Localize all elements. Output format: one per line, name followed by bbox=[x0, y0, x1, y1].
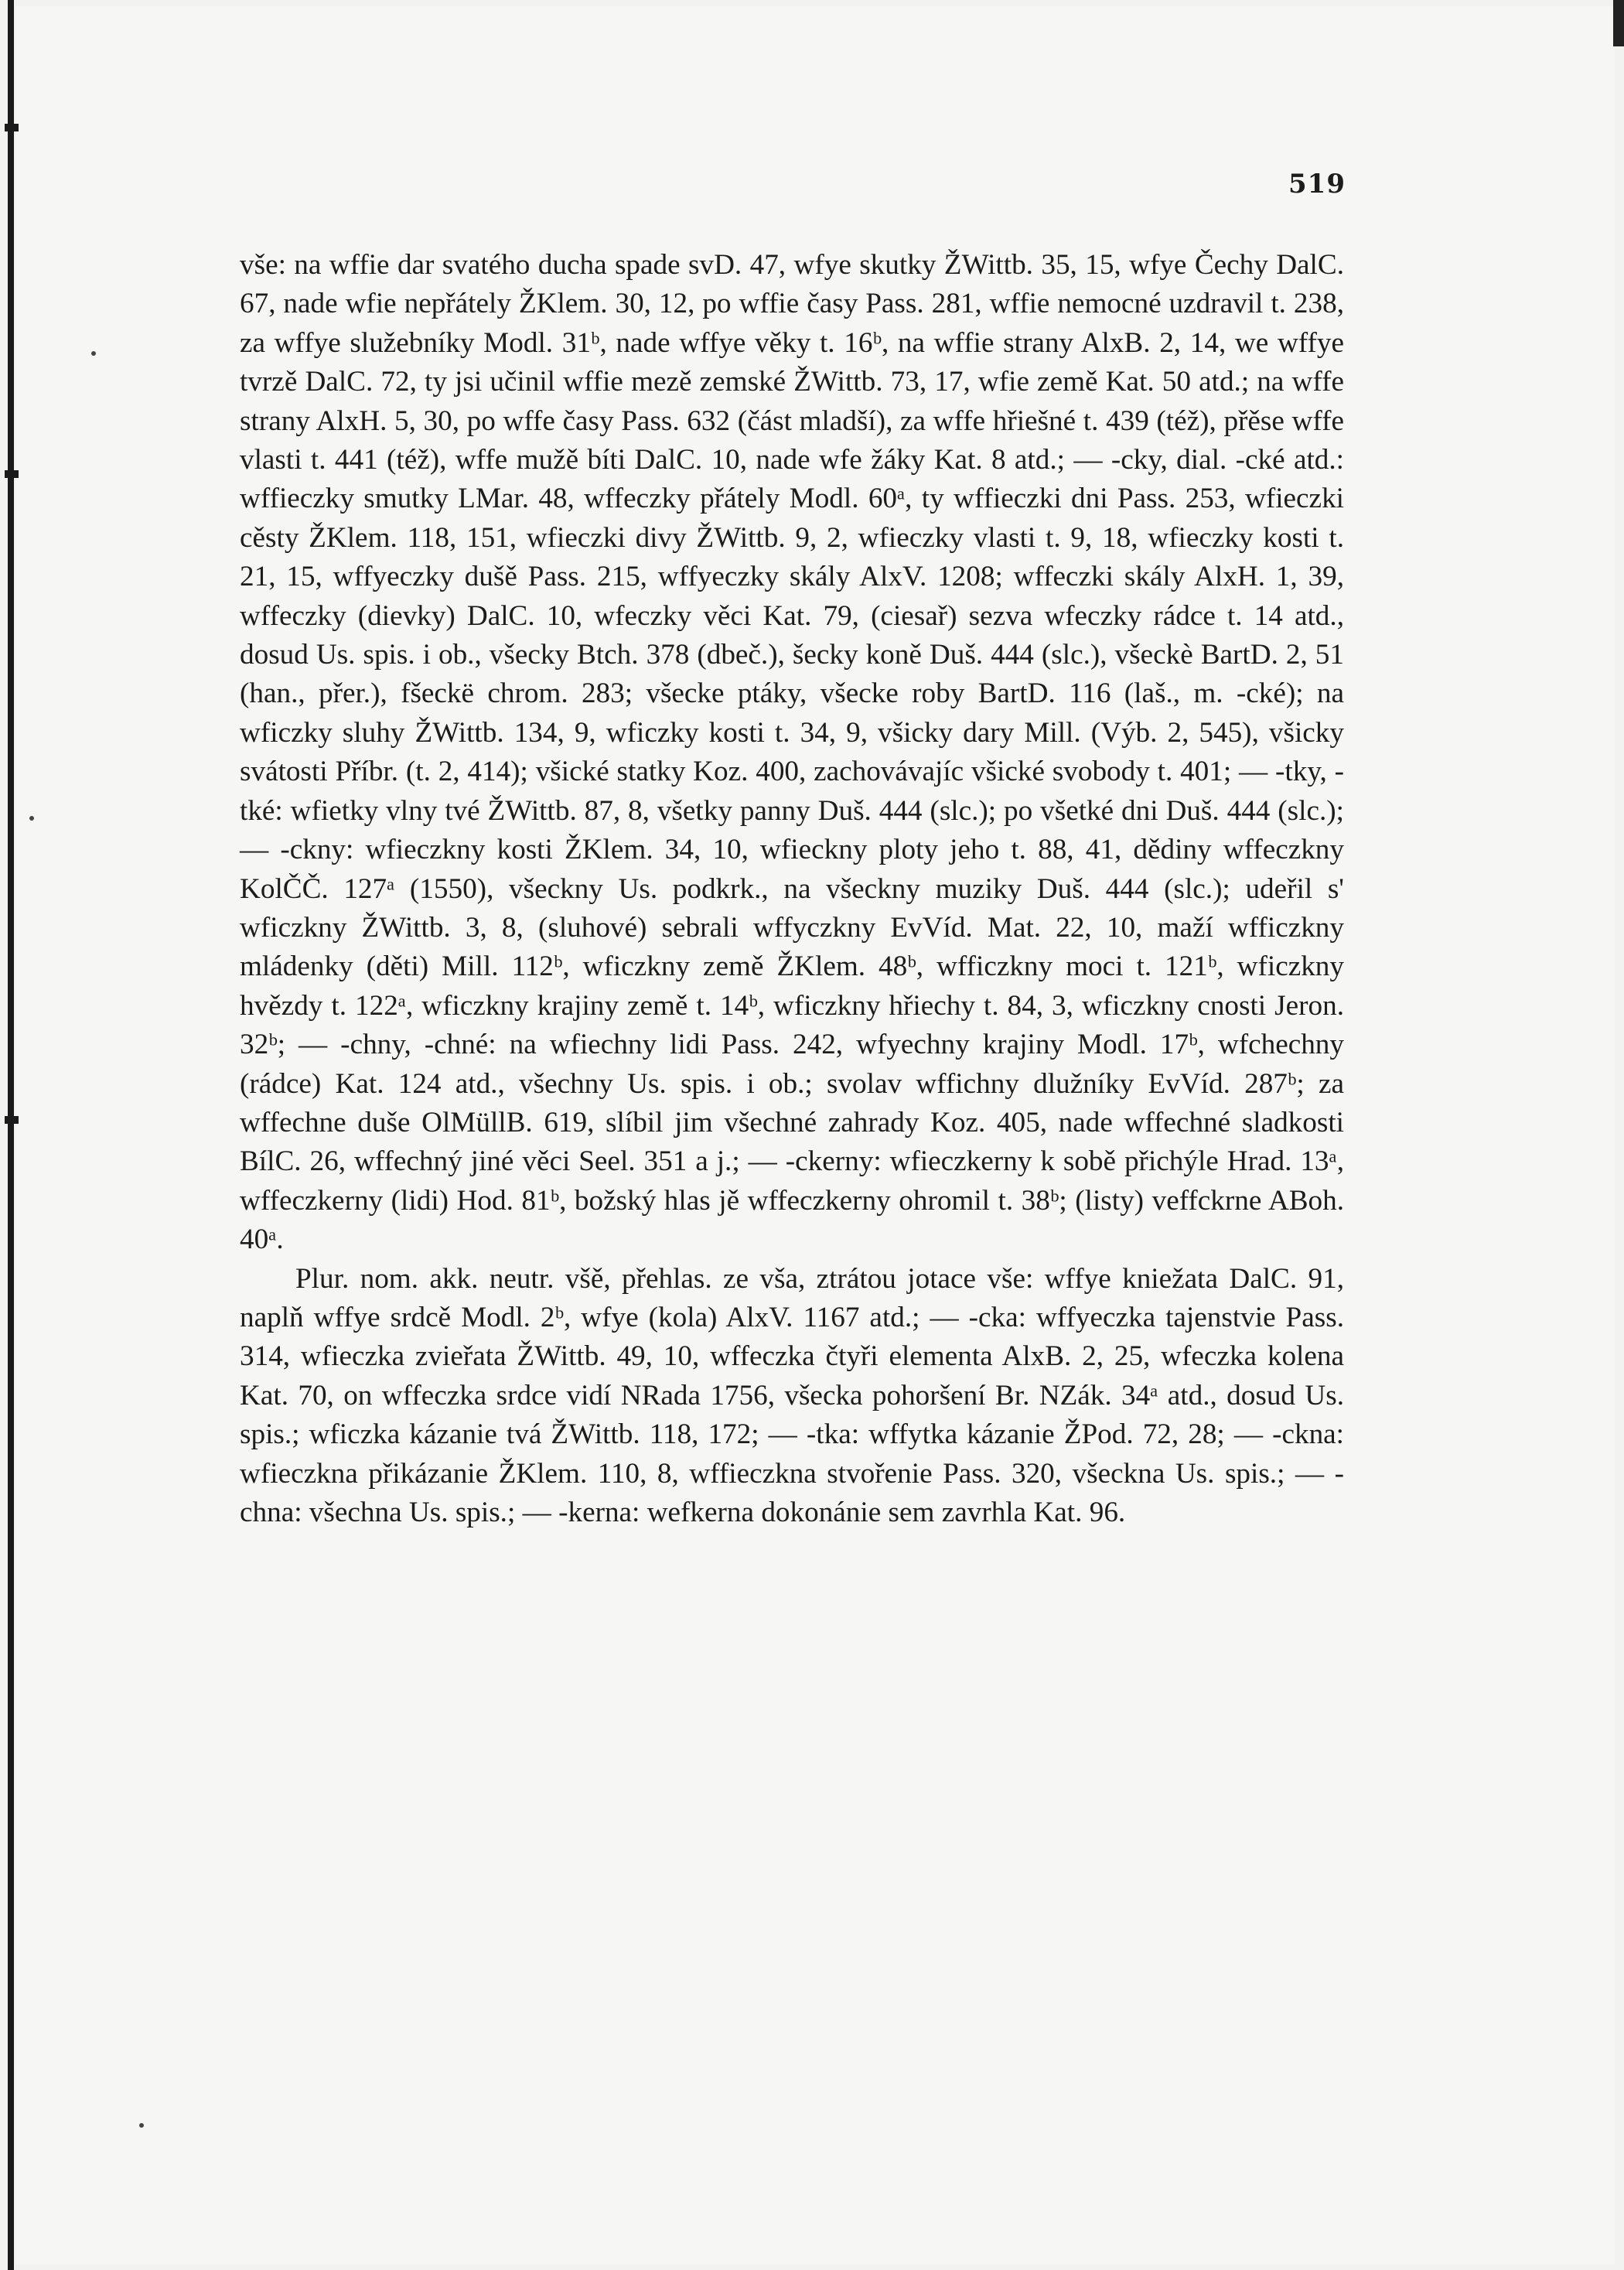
dictionary-entry-text bbox=[240, 246, 1344, 1532]
paragraph-singular-forms: vše: na wffie dar svatého ducha spade svD. 47, wfye skutky ŽWittb. 35, 15, wfye Čechy DalC. 67, nade wfie nepřátely ŽKlem. 30, 12, po wffie časy Pass. 281, wffie nemocné uzdravil t. 238, za wffye služebníky Modl. 31ᵇ, nade wffye věky t. 16ᵇ, na wffie strany AlxB. 2, 14, we wffye tvrzě DalC. 72, ty jsi učinil wffie mezě zemské ŽWittb. 73, 17, wfie země Kat. 50 atd.; na wffe strany AlxH. 5, 30, po wffe časy Pass. 632 (část mladší), za wffe hřiešné t. 439 (též), přěse wffe vlasti t. 441 (též), wffe mužě bíti DalC. 10, nade wfe žáky Kat. 8 atd.; — -cky, dial. -cké atd.: wffieczky smutky LMar. 48, wffeczky přátely Modl. 60ᵃ, ty wffieczki dni Pass. 253, wfieczki cěsty ŽKlem. 118, 151, wfieczki divy ŽWittb. 9, 2, wfieczky vlasti t. 9, 18, wfieczky kosti t. 21, 15, wffyeczky dušě Pass. 215, wffyeczky skály AlxV. 1208; wffeczki skály AlxH. 1, 39, wffeczky (dievky) DalC. 10, wfeczky věci Kat. 79, (ciesař) sezva wfeczky rádce t. 14 atd., dosud Us. spis. i ob., všecky Btch. 378 (dbeč.), šecky koně Duš. 444 (slc.), všeckè BartD. 2, 51 (han., přer.), fšeckë chrom. 283; všecke ptáky, všecke roby BartD. 116 (laš., m. -cké); na wficzky sluhy ŽWittb. 134, 9, wficzky kosti t. 34, 9, všicky dary Mill. (Výb. 2, 545), všicky svátosti Příbr. (t. 2, 414); všické statky Koz. 400, zachovávajíc všické svobody t. 401; — -tky, -tké: wfietky vlny tvé ŽWittb. 87, 8, všetky panny Duš. 444 (slc.); po všetké dni Duš. 444 (slc.); — -ckny: wfieczkny kosti ŽKlem. 34, 10, wfieckny ploty jeho t. 88, 41, dědiny wffeczkny KolČČ. 127ᵃ (1550), všeckny Us. podkrk., na všeckny muziky Duš. 444 (slc.); udeřil s' wficzkny ŽWittb. 3, 8, (sluhové) sebrali wffyczkny EvVíd. Mat. 22, 10, maží wfficzkny mládenky (děti) Mill. 112ᵇ, wficzkny země ŽKlem. 48ᵇ, wfficzkny moci t. 121ᵇ, wficzkny hvězdy t. 122ᵃ, wficzkny krajiny země t. 14ᵇ, wficzkny hřiechy t. 84, 3, wficzkny cnosti Jeron. 32ᵇ; — -chny, -chné: na wfiechny lidi Pass. 242, wfyechny krajiny Modl. 17ᵇ, wfchechny (rádce) Kat. 124 atd., všechny Us. spis. i ob.; svolav wffichny dlužníky EvVíd. 287ᵇ; za wffechne duše OlMüllB. 619, slíbil jim všechné zahrady Koz. 405, nade wffechné sladkosti BílC. 26, wffechný jiné věci Seel. 351 a j.; — -ckerny: wfieczkerny k sobě přichýle Hrad. 13ᵃ, wffeczkerny (lidi) Hod. 81ᵇ, božský hlas jě wffeczkerny ohromil t. 38ᵇ; (listy) veffckrne ABoh. 40ᵃ. bbox=[240, 249, 1344, 1256]
page-binding-edge bbox=[8, 0, 14, 2270]
scan-mark bbox=[5, 470, 19, 478]
page-number: 519 bbox=[1288, 169, 1346, 200]
paragraph-plural-neuter-forms: Plur. nom. akk. neutr. všě, přehlas. ze vša, ztrátou jotace vše: wffye kniežata DalC. 91, naplň wffye srdcě Modl. 2ᵇ, wfye (kola) AlxV. 1167 atd.; — -cka: wffyeczka tajenstvie Pass. 314, wfieczka zvieřata ŽWittb. 49, 10, wffeczka čtyři elementa AlxB. 2, 25, wfeczka kolena Kat. 70, on wffeczka srdce vidí NRada 1756, všecka pohoršení Br. NZák. 34ᵃ atd., dosud Us. spis.; wficzka kázanie tvá ŽWittb. 118, 172; — -tka: wffytka kázanie ŽPod. 72, 28; — -ckna: wfieczkna přikázanie ŽKlem. 110, 8, wffieczkna stvořenie Pass. 320, všeckna Us. spis.; — -chna: všechna Us. spis.; — -kerna: wefkerna dokonánie sem zavrhla Kat. 96. bbox=[240, 1262, 1344, 1528]
scan-corner-shadow bbox=[1613, 0, 1624, 46]
scan-speck bbox=[91, 351, 96, 356]
scan-speck bbox=[139, 2123, 144, 2128]
scan-speck bbox=[29, 816, 34, 821]
scan-mark bbox=[5, 1116, 19, 1124]
scan-mark bbox=[5, 124, 19, 131]
